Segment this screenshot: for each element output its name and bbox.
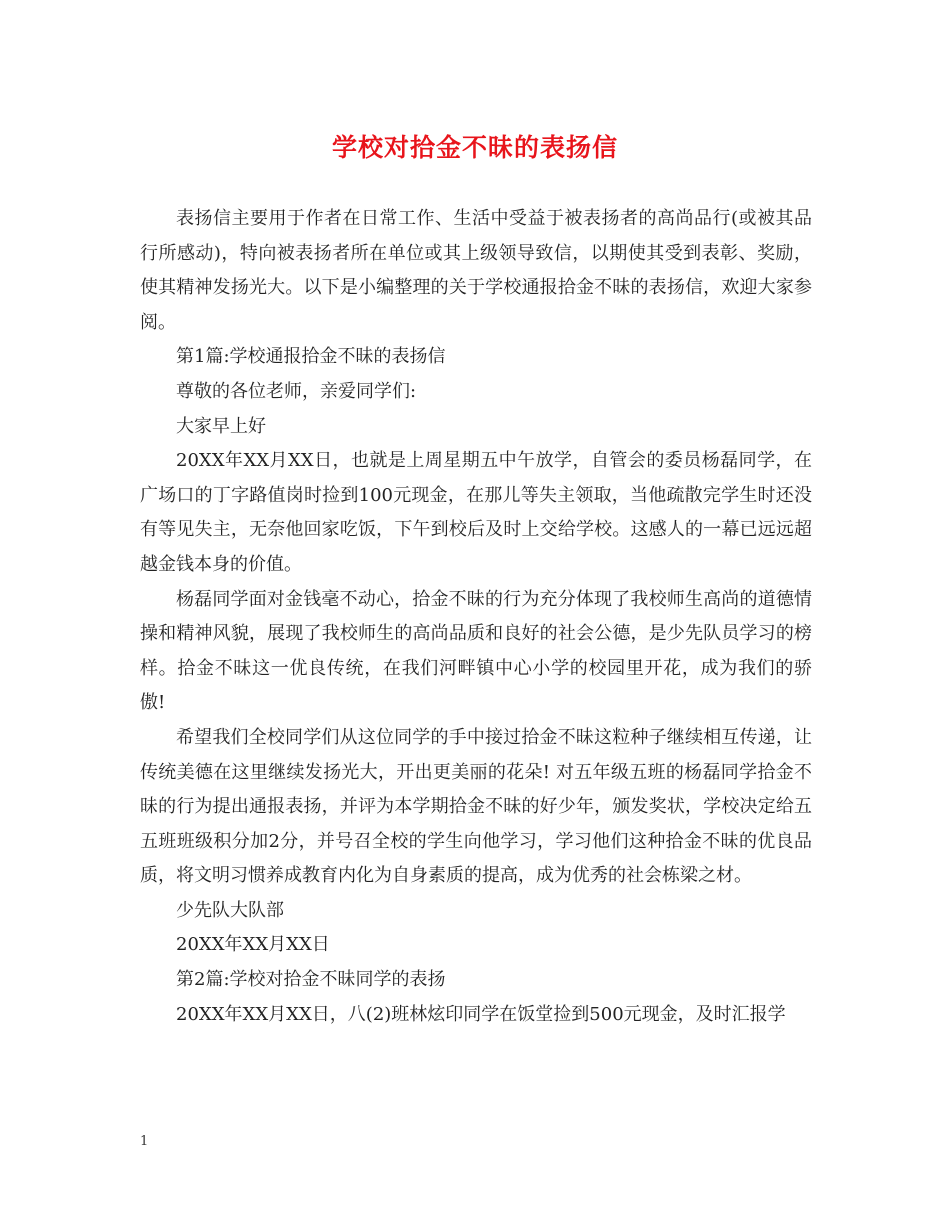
paragraph-heading-2: 第2篇:学校对拾金不昧同学的表扬 bbox=[176, 969, 446, 991]
paragraph-hope: 希望我们全校同学们从这位同学的手中接过拾金不昧这粒种子继续相互传递，让传统美德在这里继续发扬光大，开出更美丽的花朵! 对五年级五班的杨磊同学拾金不昧的行为提出通报表扬，并评为本学期拾金不昧的好少年，颁发奖状，学校决定给五五班班级积分加2分，并号召全校的学生向他学习，学习他们这种拾金不昧的优良品质，将文明习惯养成教育内化为自身素质的提高，成为优秀的社会栋梁之材。 bbox=[140, 726, 812, 887]
page-number: 1 bbox=[140, 1134, 149, 1149]
paragraph-heading-1: 第1篇:学校通报拾金不昧的表扬信 bbox=[176, 346, 446, 368]
paragraph-greeting: 大家早上好 bbox=[176, 415, 266, 437]
paragraph-praise: 杨磊同学面对金钱毫不动心，拾金不昧的行为充分体现了我校师生高尚的道德情操和精神风貌，展现了我校师生的高尚品质和良好的社会公德，是少先队员学习的榜样。拾金不昧这一优良传统，在我们河畔镇中心小学的校园里开花，成为我们的骄傲! bbox=[140, 588, 812, 714]
paragraph-event: 20XX年XX月XX日，也就是上周星期五中午放学，自管会的委员杨磊同学，在广场口的丁字路值岗时捡到100元现金，在那儿等失主领取，当他疏散完学生时还没有等见失主，无奈他回家吃饭，下午到校后及时上交给学校。这感人的一幕已远远超越金钱本身的价值。 bbox=[140, 450, 812, 575]
paragraph-date: 20XX年XX月XX日 bbox=[176, 934, 330, 956]
paragraph-signature: 少先队大队部 bbox=[176, 899, 284, 921]
document-body bbox=[140, 202, 812, 1032]
paragraph-salutation: 尊敬的各位老师，亲爱同学们: bbox=[176, 380, 417, 402]
paragraph-second-event: 20XX年XX月XX日，八(2)班林炫印同学在饭堂捡到500元现金，及时汇报学 bbox=[176, 1003, 786, 1025]
paragraph-intro: 表扬信主要用于作者在日常工作、生活中受益于被表扬者的高尚品行(或被其品行所感动)，特向被表扬者所在单位或其上级领导致信，以期使其受到表彰、奖励，使其精神发扬光大。以下是小编整理的关于学校通报拾金不昧的表扬信，欢迎大家参阅。 bbox=[140, 208, 812, 333]
document-title: 学校对拾金不昧的表扬信 bbox=[331, 133, 618, 162]
